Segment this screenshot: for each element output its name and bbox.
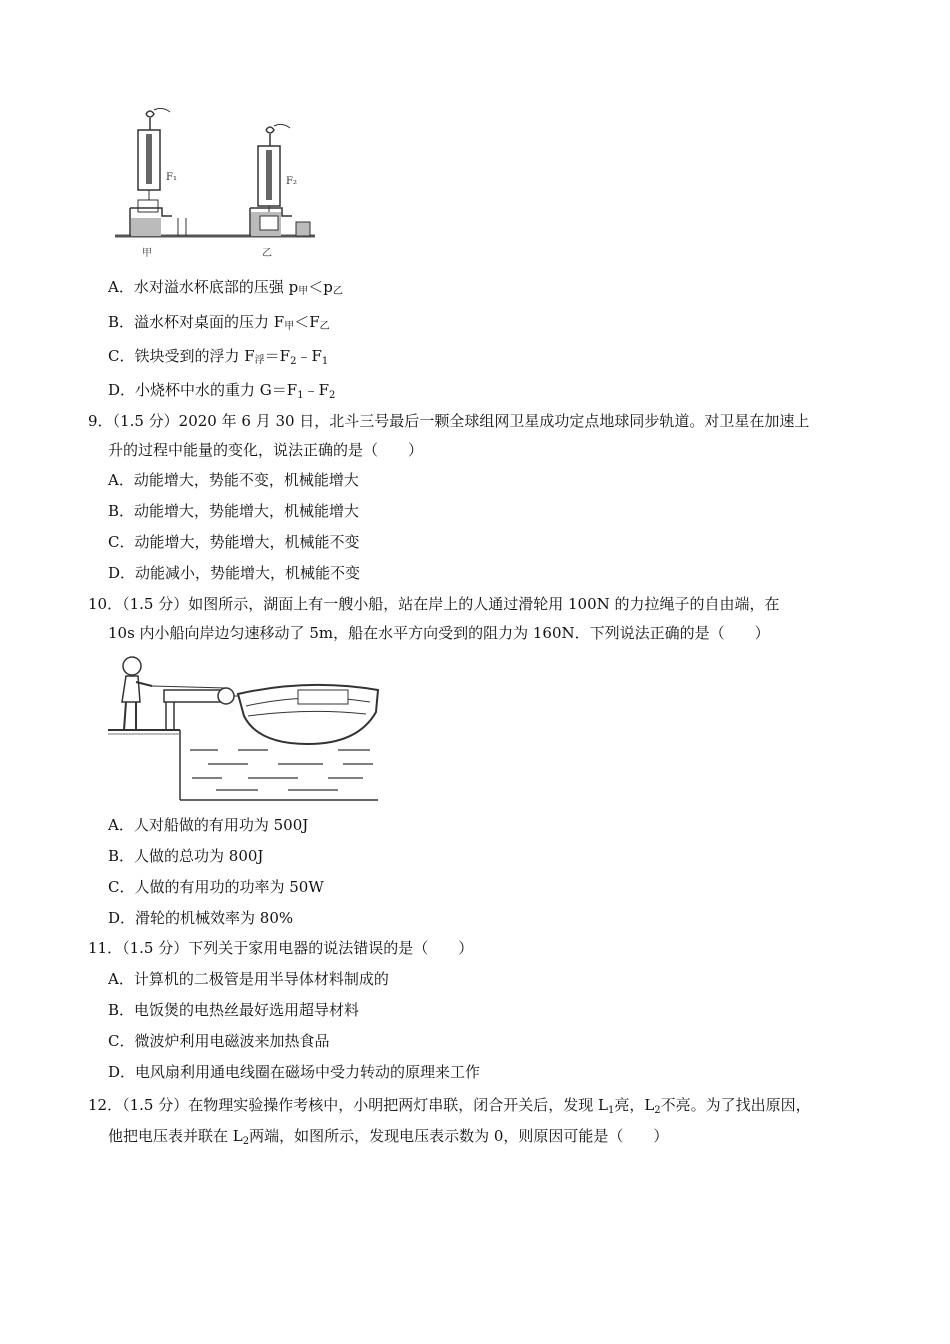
q12-stem-line2: 他把电压表并联在 $L_2$两端，如图所示，发现电压表示数为 0，则原因可能是（ ） [108,1127,669,1147]
q10-stem-line1: 10．（1.5 分）如图所示，湖面上有一艘小船，站在岸上的人通过滑轮用 100N 的力拉绳子的自由端，在 [88,595,780,613]
q9-option-c[interactable]: C．动能增大，势能增大，机械能不变 [108,533,360,551]
q9-stem-line2: 升的过程中能量的变化，说法正确的是（ ） [108,441,424,459]
q10-option-b[interactable]: B．人做的总功为 800J [108,847,264,865]
q10-option-d[interactable]: D．滑轮的机械效率为 80% [108,909,294,927]
boat-pulley-figure [108,652,383,802]
q9-stem-line1: 9．（1.5 分）2020 年 6 月 30 日，北斗三号最后一颗全球组网卫星成功定点地球同步轨道。对卫星在加速上 [88,412,810,430]
q9-option-b[interactable]: B．动能增大，势能增大，机械能增大 [108,502,360,520]
q10-option-a[interactable]: A．人对船做的有用功为 500J [108,816,309,834]
spring-scale-figure [110,108,330,263]
q12-stem-line1: 12．（1.5 分）在物理实验操作考核中，小明把两灯串联，闭合开关后，发现 $L_1$亮，$L_2$不亮。为了找出原因， [88,1096,811,1116]
q11-stem: 11．（1.5 分）下列关于家用电器的说法错误的是（ ） [88,939,474,957]
q8-option-d[interactable]: D．小烧杯中水的重力 $G=F_1﹣F_2$ [108,381,336,401]
q9-option-a[interactable]: A．动能增大，势能不变，机械能增大 [108,471,359,489]
q10-stem-line2: 10s 内小船向岸边匀速移动了 5m，船在水平方向受到的阻力为 160N．下列说法正确的是（ ） [108,624,770,642]
f1-label: F₁ [166,172,177,183]
q8-option-b[interactable]: B．溢水杯对桌面的压力 F甲＜F乙 [108,313,330,332]
f2-label: F₂ [286,176,297,187]
q11-option-d[interactable]: D．电风扇利用通电线圈在磁场中受力转动的原理来工作 [108,1063,481,1081]
q11-option-b[interactable]: B．电饭煲的电热丝最好选用超导材料 [108,1001,360,1019]
q9-option-d[interactable]: D．动能减小，势能增大，机械能不变 [108,564,361,582]
q11-option-a[interactable]: A．计算机的二极管是用半导体材料制成的 [108,970,389,988]
q10-option-c[interactable]: C．人做的有用功的功率为 50W [108,878,324,896]
q11-option-c[interactable]: C．微波炉利用电磁波来加热食品 [108,1032,330,1050]
jia-label: 甲 [142,248,152,259]
q8-option-c[interactable]: C．铁块受到的浮力 F浮$=F_2﹣F_1$ [108,347,329,367]
q8-option-a[interactable]: A．水对溢水杯底部的压强 p甲＜p乙 [108,278,343,297]
yi-label: 乙 [262,248,272,259]
